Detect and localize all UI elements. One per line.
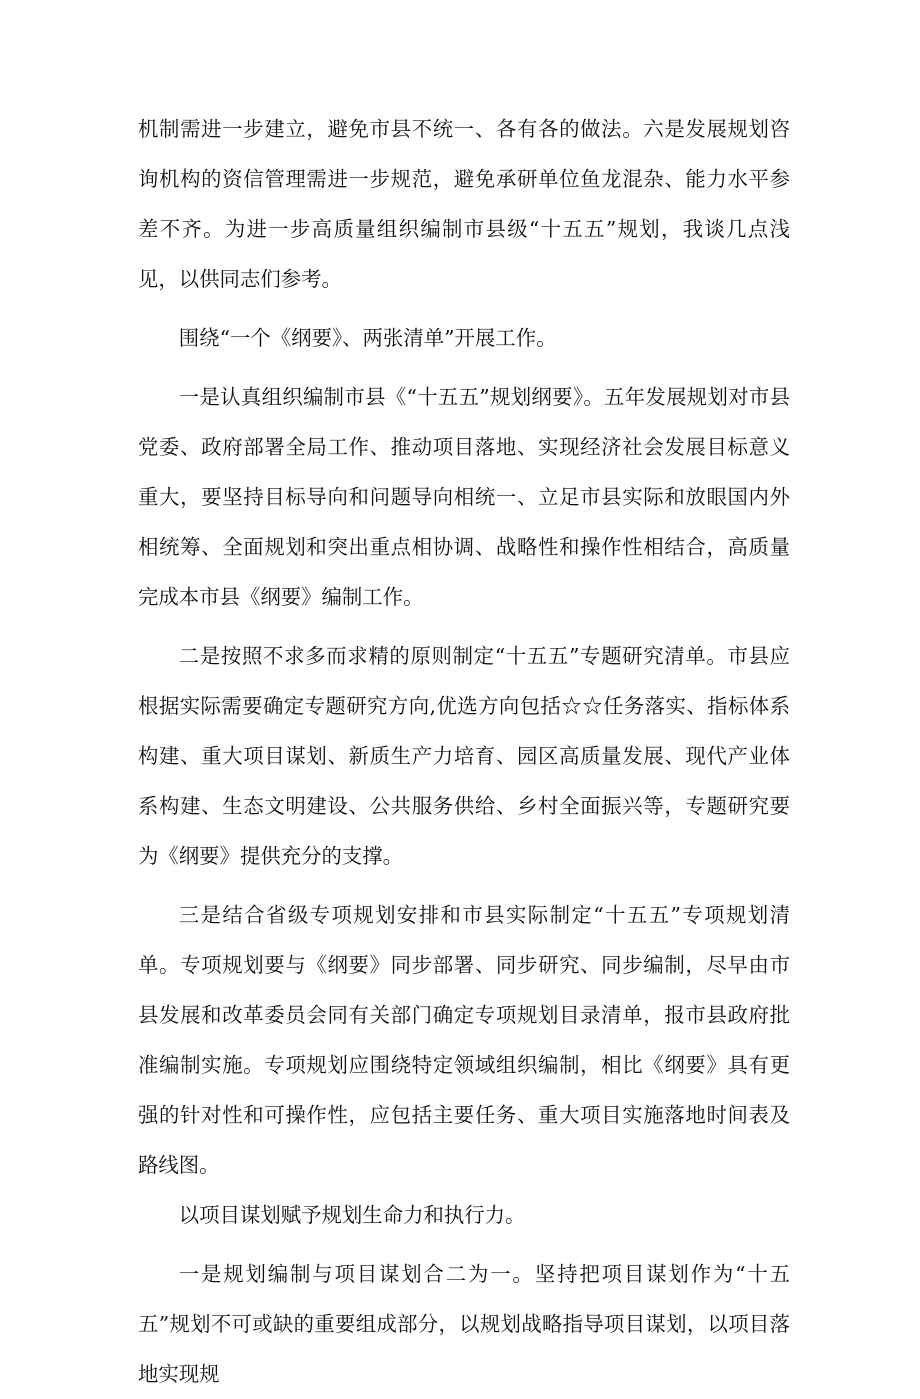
section-heading-outline: 围绕“一个《纲要》、两张清单”开展工作。 [178, 326, 557, 350]
paragraph-point-three: 三是结合省级专项规划安排和市县实际制定“十五五”专项规划清单。专项规划要与《纲要》同步部署、同步研究、同步编制，尽早由市县发展和改革委员会同有关部门确定专项规划目录清单，报市县政府批准编制实施。专项规划应围绕特定领域组织编制，相比《纲要》具有更强的针对性和可操作性，应包括主要任务、重大项目实施落地时间表及路线图。 [138, 903, 790, 1177]
paragraph-point-one: 一是认真组织编制市县《“十五五”规划纲要》。五年发展规划对市县党委、政府部署全局工作、推动项目落地、实现经济社会发展目标意义重大，要坚持目标导向和问题导向相统一、立足市县实际和放眼国内外相统筹、全面规划和突出重点相协调、战略性和操作性相结合，高质量完成本市县《纲要》编制工作。 [138, 385, 790, 609]
paragraph-projects-point-one: 一是规划编制与项目谋划合二为一。坚持把项目谋划作为“十五五”规划不可或缺的重要组成部分，以规划战略指导项目谋划，以项目落地实现规 [138, 1262, 790, 1386]
document-page [138, 104, 790, 1399]
section-heading-projects: 以项目谋划赋予规划生命力和执行力。 [178, 1203, 526, 1227]
paragraph-point-two: 二是按照不求多而求精的原则制定“十五五”专题研究清单。市县应根据实际需要确定专题研究方向,优选方向包括☆☆任务落实、指标体系构建、重大项目谋划、新质生产力培育、园区高质量发展、现代产业体系构建、生态文明建设、公共服务供给、乡村全面振兴等，专题研究要为《纲要》提供充分的支撑。 [138, 644, 790, 868]
paragraph-continuation: 机制需进一步建立，避免市县不统一、各有各的做法。六是发展规划咨询机构的资信管理需进一步规范，避免承研单位鱼龙混杂、能力水平参差不齐。为进一步高质量组织编制市县级“十五五”规划，我谈几点浅见，以供同志们参考。 [138, 117, 790, 291]
